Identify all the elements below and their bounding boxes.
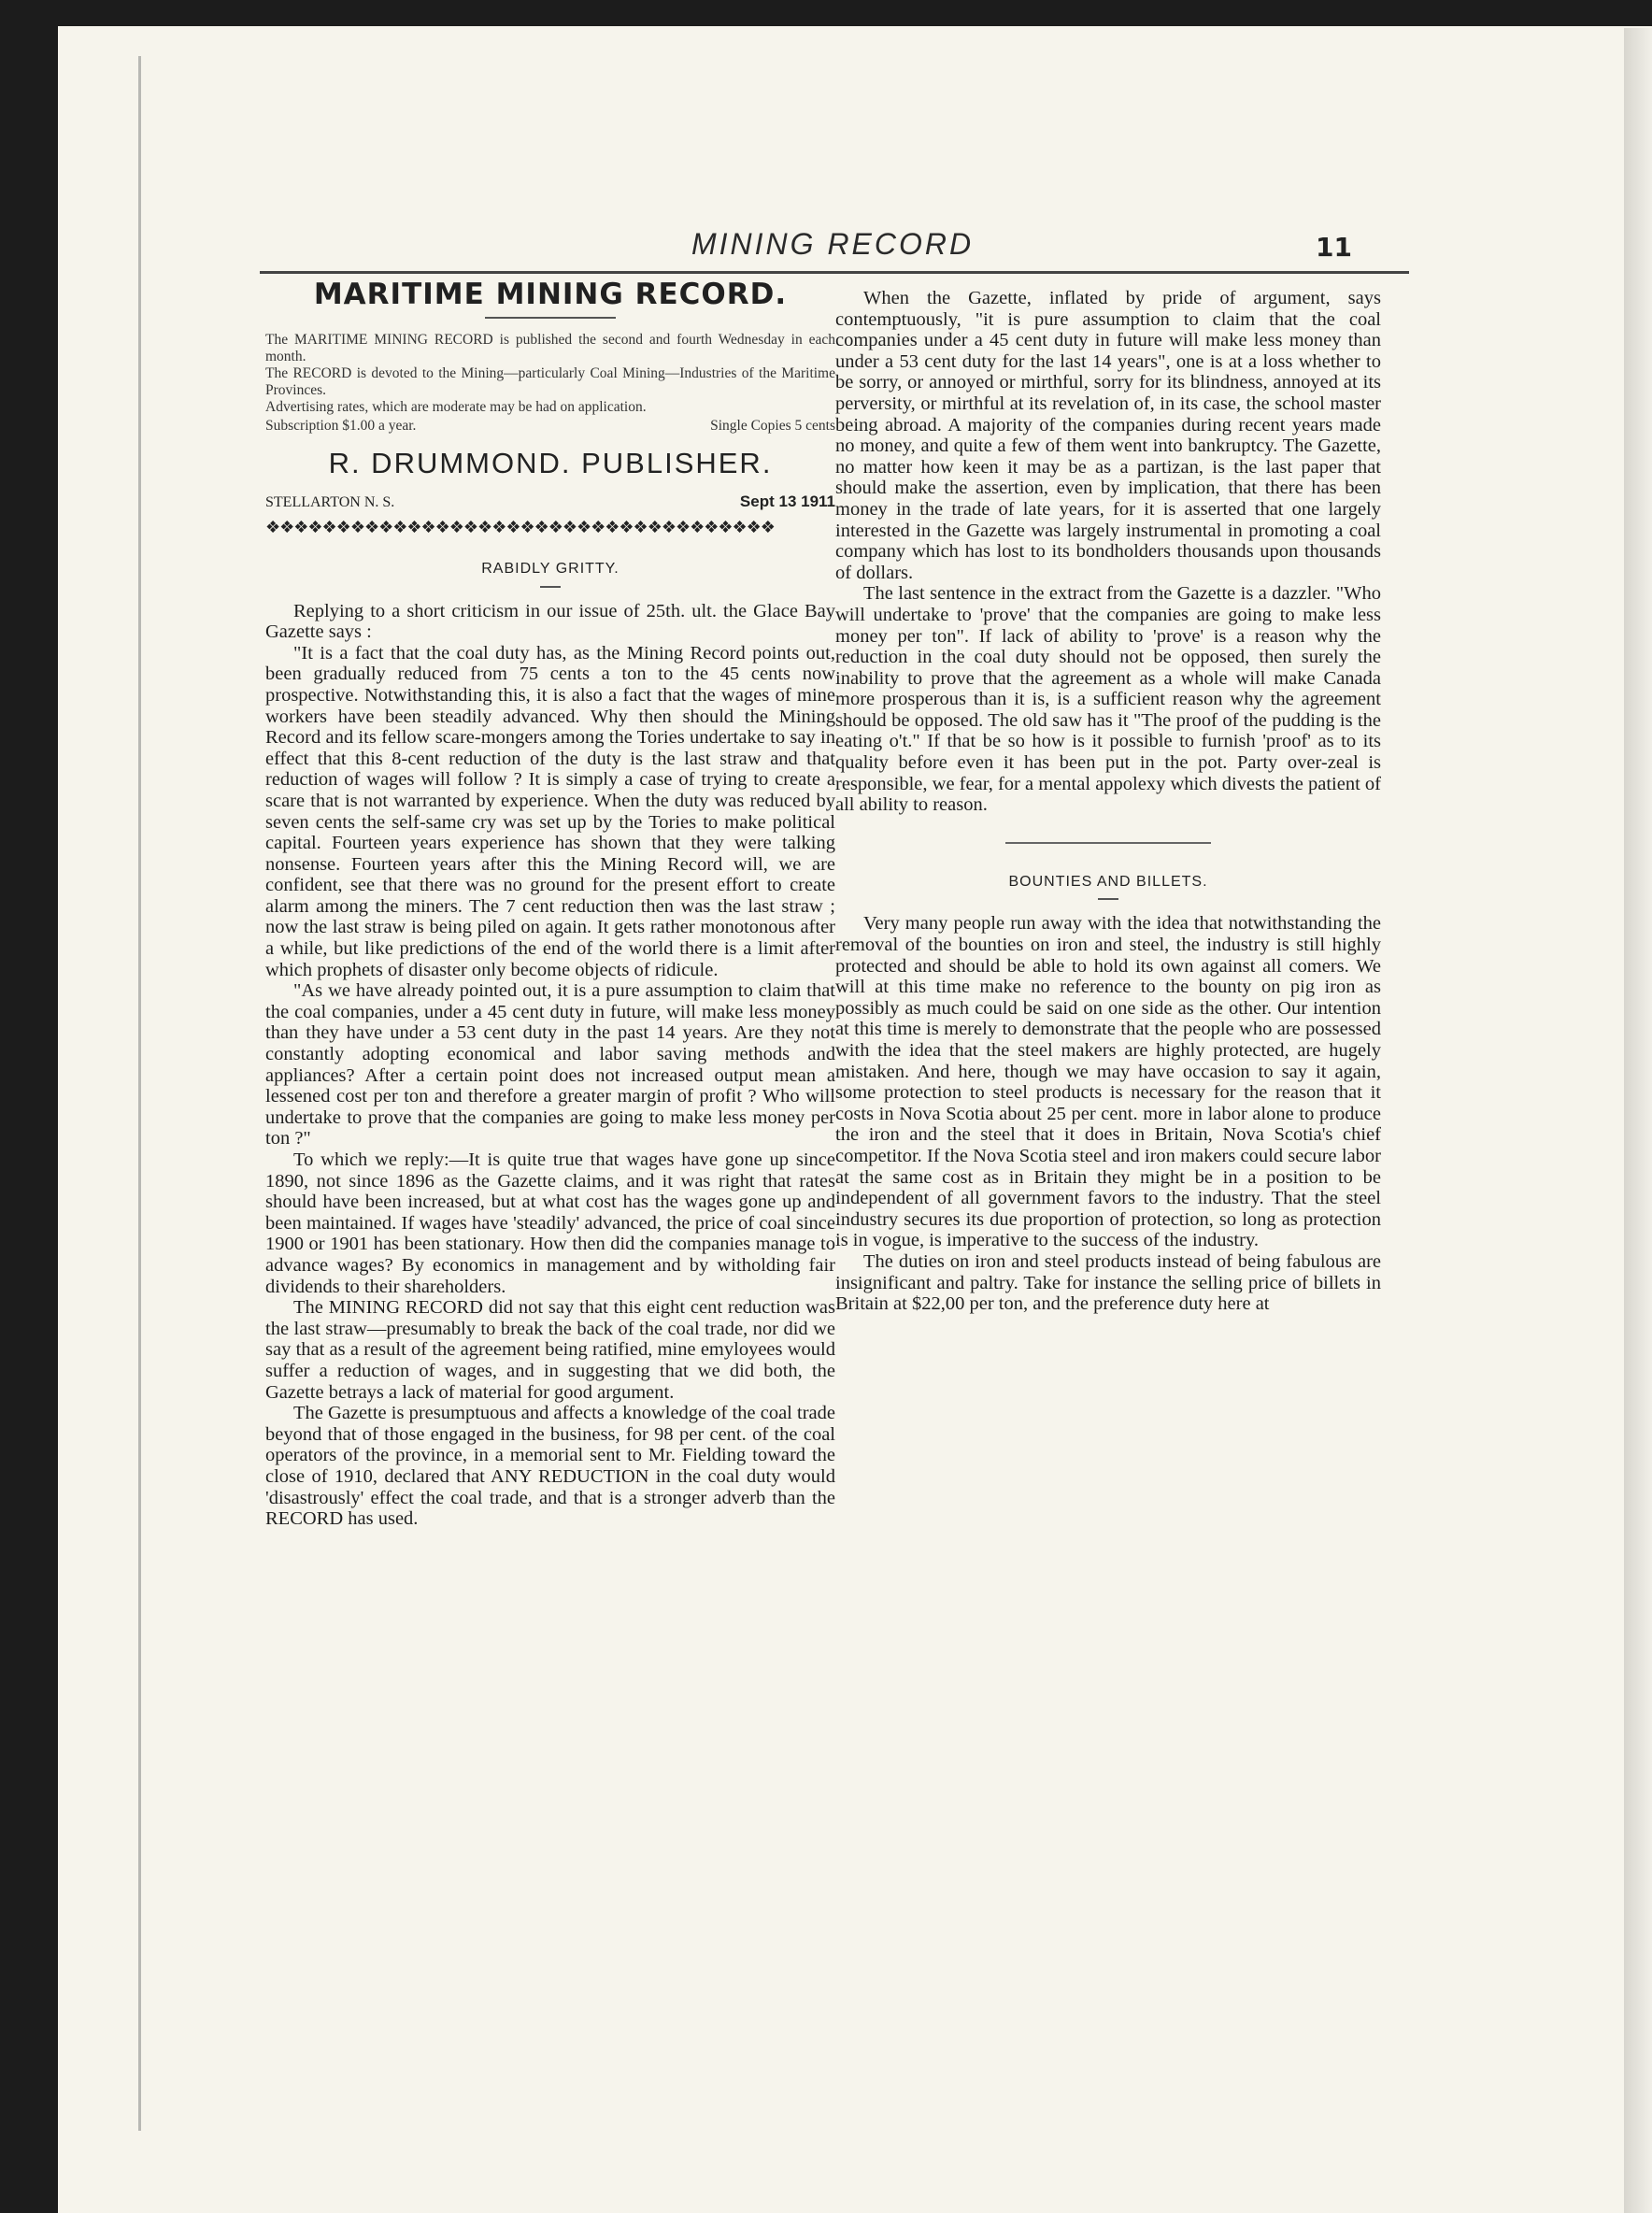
binding-gutter-line — [138, 56, 141, 2131]
article-paragraph: The MINING RECORD did not say that this eight cent reduction was the last straw—presumably to break the back of the coal trade, nor did we say that as a result of the agreement being ratified, mine emyloyees would suffer a reduction of wages, and in suggesting that we did both, the Gazette betrays a lack of material for good argument. — [265, 1297, 835, 1403]
masthead-info-devotion: The RECORD is devoted to the Mining—particularly Coal Mining—Industries of the Maritime Provinces. — [265, 364, 835, 398]
ornament-rule: ❖❖❖❖❖❖❖❖❖❖❖❖❖❖❖❖❖❖❖❖❖❖❖❖❖❖❖❖❖❖❖❖❖❖❖❖ — [265, 518, 775, 537]
location: STELLARTON N. S. — [265, 493, 395, 510]
article-paragraph: The Gazette is presumptuous and affects a knowledge of the coal trade beyond that of those engaged in the business, for 98 per cent. of the coal operators of the province, in a memorial sent to Mr. Fielding toward the close of 1910, declared that ANY REDUCTION in the coal duty would 'disastrously' effect the coal trade, and that is a stronger adverb than the RECORD has used. — [265, 1403, 835, 1530]
masthead-rule — [485, 317, 616, 319]
article-title-rule — [1098, 898, 1118, 900]
article-paragraph: Very many people run away with the idea that notwithstanding the removal of the bounties on iron and steel, the industry is still highly protected and should be able to hold its own against all comers. We will at this time make no reference to the bounty on pig iron as possibly as much could be said on one side as the other. Our intention at this time is merely to demonstrate that the people who are possessed with the idea that the steel makers are highly protected, are hugely mistaken. And here, though we may have occasion to say it again, some protection to steel products is necessary for the reason that it costs in Nova Scotia about 25 per cent. more in labor alone to produce the iron and the steel that it does in Britain, Nova Scotia's chief competitor. If the Nova Scotia steel and iron makers could secure labor at the same cost as in Britain they might be in a position to be independent of all government favors to the industry. That the steel industry secures its due proportion of protection, so long as protection is in vogue, is imperative to the success of the industry. — [835, 913, 1381, 1251]
article-paragraph: Replying to a short criticism in our issue of 25th. ult. the Glace Bay Gazette says : — [265, 600, 835, 643]
article-paragraph: To which we reply:—It is quite true that wages have gone up since 1890, not since 1896 as the Gazette claims, and it was right that rates should have been increased, but at what cost has the wages gone up and been maintained. If wages have 'steadily' advanced, the price of coal since 1900 or 1901 has been stationary. How then did the companies manage to advance wages? By economics in management and by witholding fair dividends to their shareholders. — [265, 1149, 835, 1297]
single-copy-rate: Single Copies 5 cents — [710, 417, 835, 434]
masthead-rates — [265, 416, 835, 437]
subscription-rate: Subscription $1.00 a year. — [265, 417, 417, 434]
publisher-line: R. DRUMMOND. PUBLISHER. — [328, 447, 773, 480]
article-separator-rule — [1005, 842, 1211, 844]
article-quote-paragraph: "It is a fact that the coal duty has, as the Mining Record points out, been gradually reduced from 75 cents a ton to the 45 cents now prospective. Notwithstanding this, it is also a fact that the wages of mine workers have been steadily advanced. Why then should the Mining Record and its fellow scare-mongers among the Tories undertake to say in effect that this 8-cent reduction of the duty is the last straw and that reduction of wages will follow ? It is simply a case of trying to create a scare that is not warranted by experience. When the duty was reduced by seven cents the self-same cry was set up by the Tories to make political capital. Fourteen years experience has shown that they were talking nonsense. Fourteen years after this the Mining Record will, we are confident, see that there was no ground for the present effort to create alarm among the miners. The 7 cent reduction then was the last straw ; now the last straw is being piled on again. It gets rather monotonous after a while, but like predictions of the end of the world there is a limit after which prophets of disaster only become objects of ridicule. — [265, 642, 835, 980]
article-paragraph: The duties on iron and steel products instead of being fabulous are insignificant and paltry. Take for instance the selling price of billets in Britain at $22,00 per ton, and the preference duty here at — [835, 1250, 1381, 1315]
article-title-rule — [540, 586, 561, 588]
masthead-info-advertising: Advertising rates, which are moderate may be had on application. — [265, 398, 647, 415]
issue-date: Sept 13 1911 — [739, 492, 835, 510]
article-paragraph: When the Gazette, inflated by pride of argument, says contemptuously, "it is pure assumption to claim that the coal companies under a 45 cent duty in future will make less money than under a 53 cent duty for the last 14 years", one is at a loss whether to be sorry, or annoyed or mirthful, sorry for its blindness, annoyed at its perversity, or mirthful at its revelation of, in its case, the school master being abroad. A majority of the companies during recent years made no money, and quite a few of them went into bankruptcy. The Gazette, no matter how keen it may be as a partizan, is the last paper that should make the assertion, even by implication, that there has been money in the trade of late years, for it is asserted that one largely interested in the Gazette was largely instrumental in promoting a coal company which has lost to its bondholders thousands upon thousands of dollars. — [835, 288, 1381, 583]
right-column — [835, 288, 1381, 1315]
header-rule — [260, 271, 1409, 274]
masthead-info-publication: The MARITIME MINING RECORD is published the second and fourth Wednesday in each month. — [265, 331, 835, 364]
running-title: MINING RECORD — [691, 227, 975, 261]
masthead-title: MARITIME MINING RECORD. — [313, 278, 788, 311]
page-number: 11 — [1316, 232, 1352, 263]
article-paragraph: The last sentence in the extract from the Gazette is a dazzler. "Who will undertake to 'prove' that the companies are going to make less money per ton". If lack of ability to 'prove' is a reason why the reduction in the coal duty should not be opposed, then surely the inability to prove that the agreement as a whole will make Canada more prosperous than it is, is a sufficient reason why the agreement should be opposed. The old saw has it "The proof of the pudding is the eating o't." If that be so how is it possible to furnish 'proof' as to its quality before even it has been put in the pot. Party over-zeal is responsible, we fear, for a mental appolexy which divests the patient of all ability to reason. — [835, 583, 1381, 816]
article-title-bounties-and-billets: BOUNTIES AND BILLETS. — [1008, 873, 1208, 890]
page-edge-shadow — [1624, 28, 1652, 2213]
left-column — [265, 278, 835, 1530]
dateline — [265, 492, 835, 514]
article-quote-paragraph: "As we have already pointed out, it is a pure assumption to claim that the coal companies, under a 45 cent duty in future, will make less money than they have under a 53 cent duty in the past 14 years. Are they not constantly adopting economical and labor saving methods and appliances? After a certain point does not increased output mean a lessened cost per ton and therefore a greater margin of profit ? Who will undertake to prove that the companies are going to make less money per ton ?" — [265, 980, 835, 1149]
article-title-rabidly-gritty: RABIDLY GRITTY. — [481, 560, 620, 577]
